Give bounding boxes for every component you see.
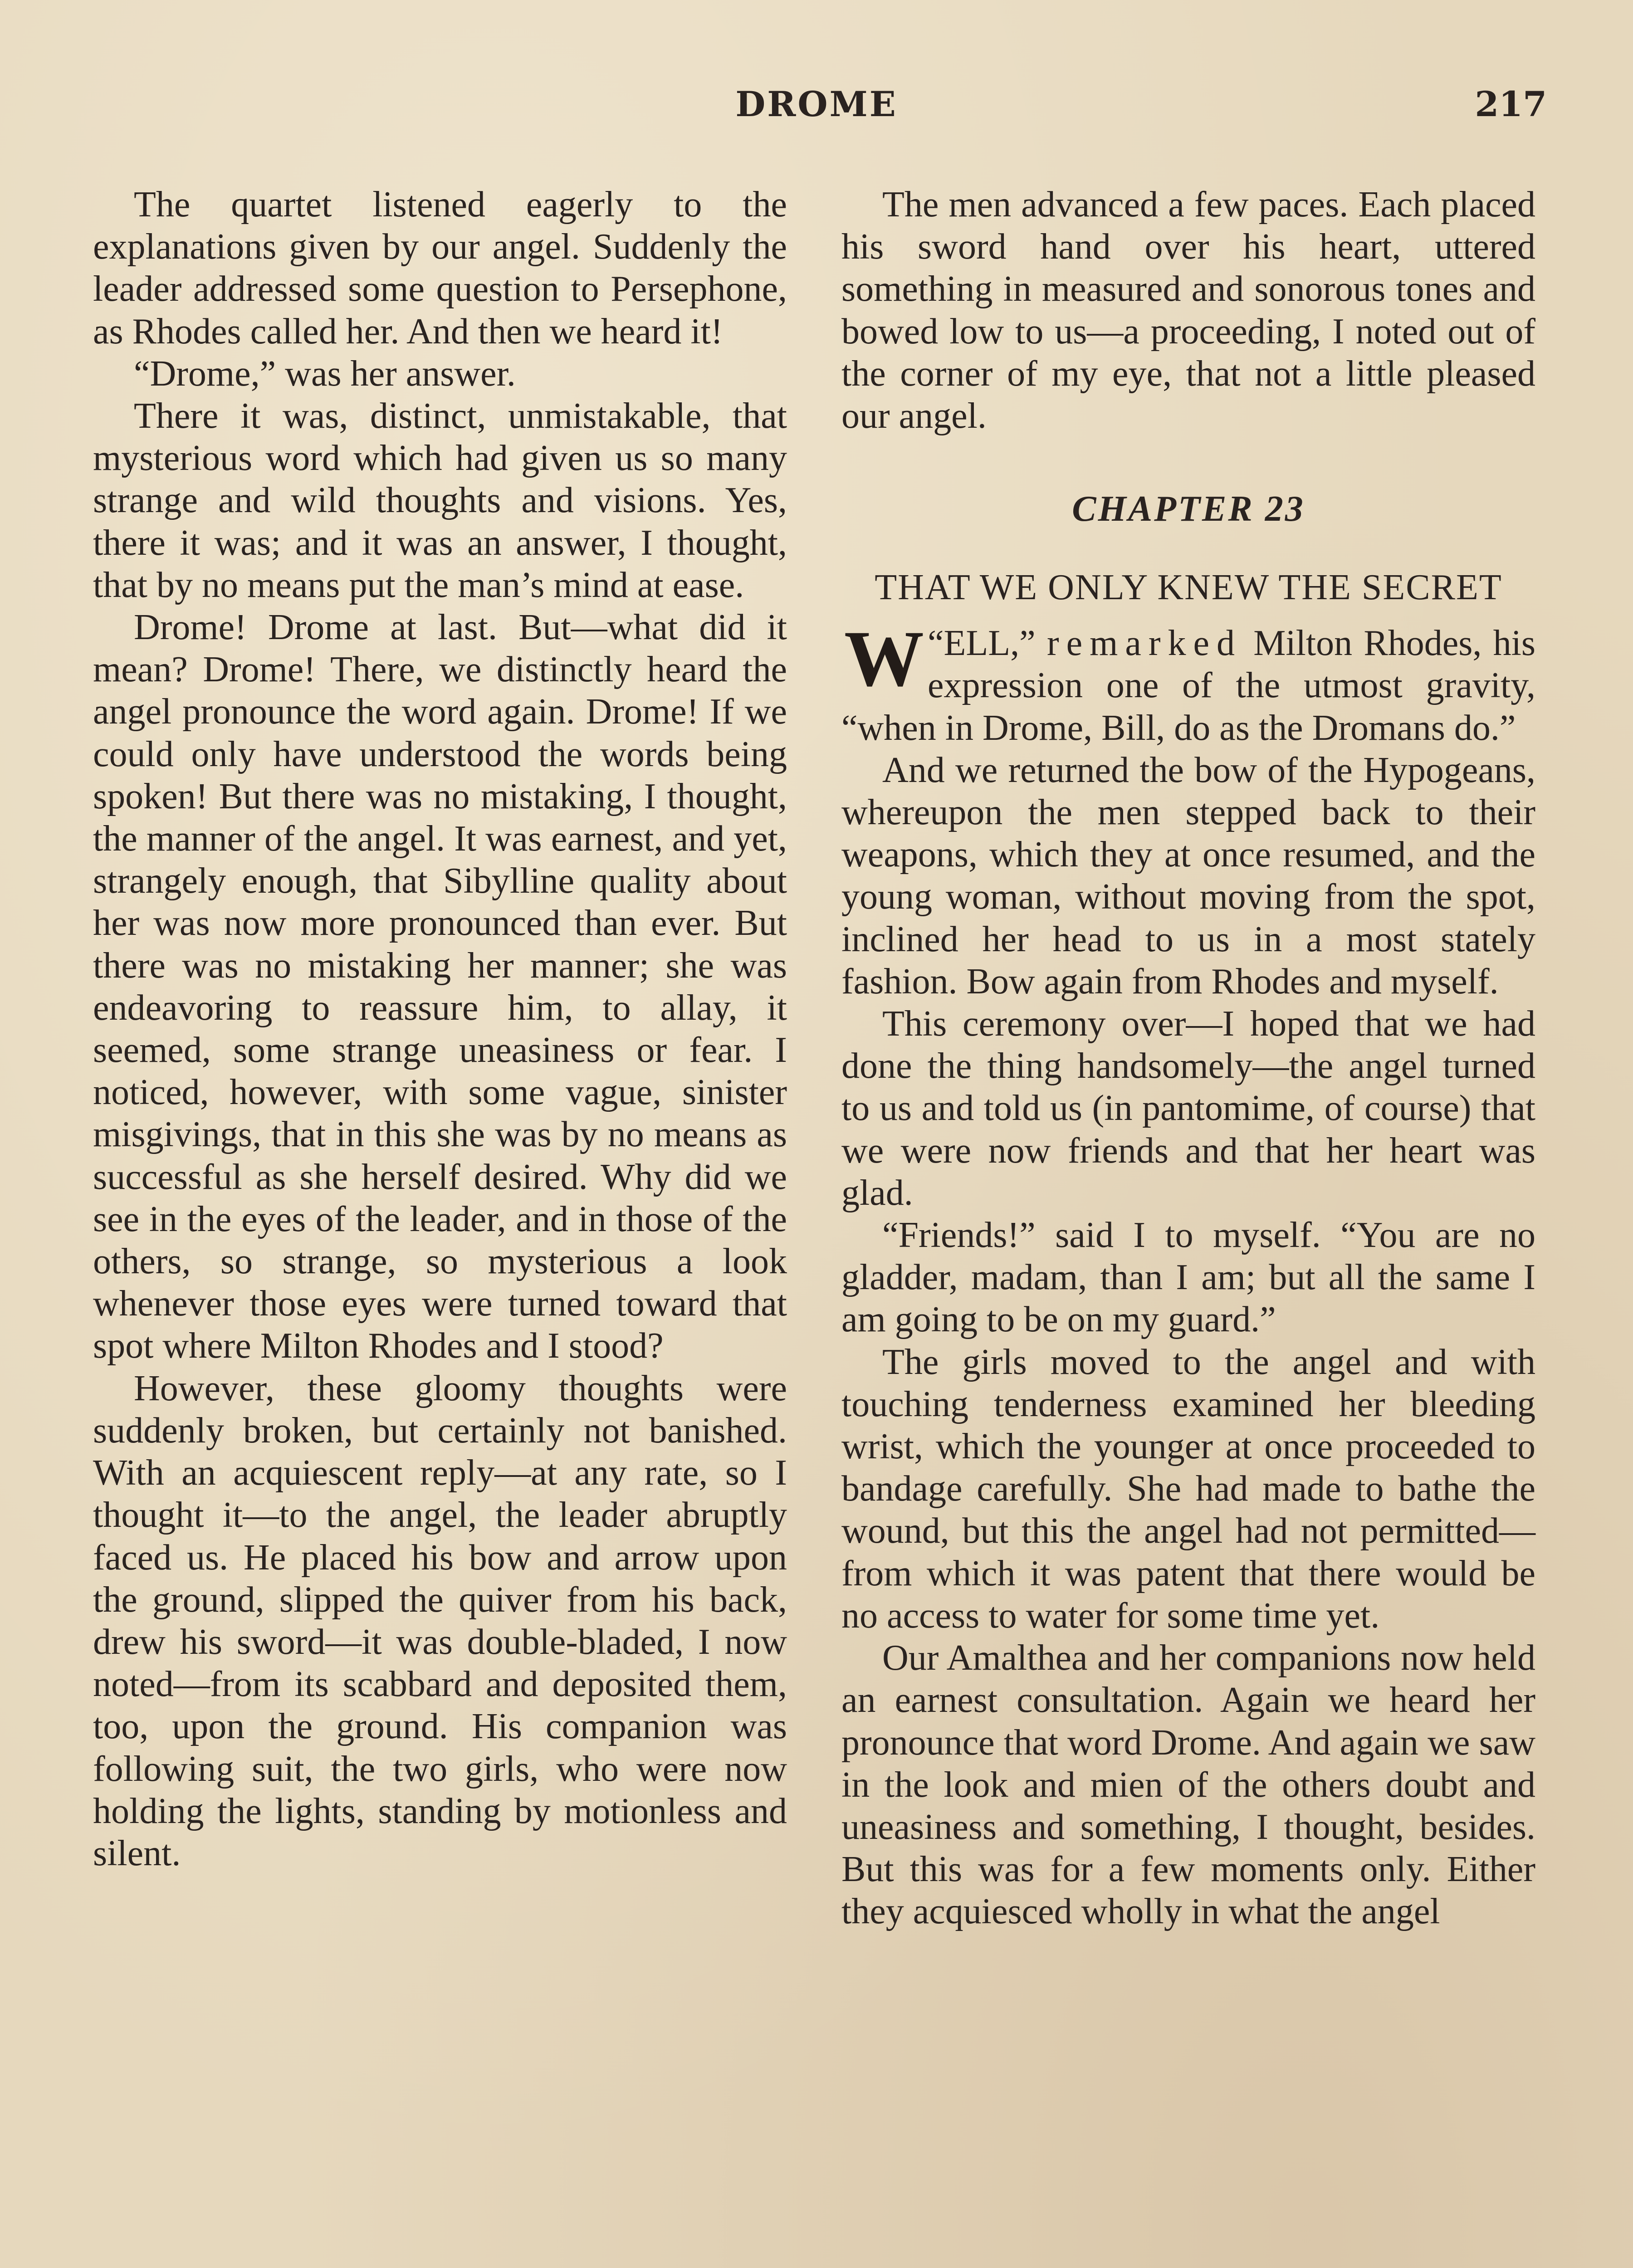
drop-cap: W — [844, 615, 924, 704]
chapter-label: CHAPTER 23 — [1072, 489, 1305, 529]
paragraph: Our Amalthea and her companions now held an earnest consultation. Again we heard her pronounce that word Drome. And again we saw in the look and mien of the others doubt and uneasiness and something, I thought, besides. But this was for a few moments only. Either they acquiesced wholly in what the angel — [841, 1638, 1535, 1932]
close-quote: ” — [1019, 623, 1036, 664]
paragraph: “Drome,” was her answer. — [134, 353, 516, 394]
paragraph: However, these gloomy thoughts were suddenly broken, but certainly not banished. With an acquiescent reply—at any rate, so I thought it—to the angel, the leader abruptly faced us. He placed his bow and arrow upon the ground, slipped the quiver from his back, drew his sword—it was double-bladed, I now noted—from its scabbard and deposited them, too, upon the ground. His companion was following suit, the two girls, who were now holding the lights, standing by motionless and silent. — [93, 1368, 787, 1873]
running-title: DROME — [735, 84, 898, 124]
paragraph: The quartet listened eagerly to the explanations given by our angel. Suddenly the leader addressed some question to Persephone, as Rhodes called her. And then we heard it! — [93, 185, 787, 352]
lead-text: Milton Rhodes, his expression one of the utmost gravity, “when in Drome, Bill, do as the Dromans do.” — [841, 623, 1536, 748]
chapter-title: THAT WE ONLY KNEW THE SECRET — [875, 567, 1502, 608]
paragraph: And we returned the bow of the Hypogeans, whereupon the men stepped back to their weapons, which they at once resumed, and the young woman, without moving from the spot, inclined her head to us in a most stately fashion. Bow again from Rhodes and myself. — [841, 750, 1535, 1002]
paragraph: This ceremony over—I hoped that we had done the thing handsomely—the angel turned to us and told us (in pantomime, of course) that we were now friends and that her heart was glad. — [841, 1004, 1535, 1213]
left-column — [93, 184, 787, 1875]
right-column — [841, 184, 1535, 1933]
paragraph: The girls moved to the angel and with touching tenderness examined her bleeding wrist, which the younger at once proceeded to bandage carefully. She had made to bathe the wound, but this the angel had not permitted—from which it was patent that there would be no access to water for some time yet. — [841, 1342, 1535, 1636]
paragraph: There it was, distinct, unmistakable, that mysterious word which had given us so many strange and wild thoughts and visions. Yes, there it was; and it was an answer, I thought, that by no means put the man’s mind at ease. — [93, 396, 787, 605]
page-header — [0, 84, 1633, 134]
paragraph: The men advanced a few paces. Each placed his sword hand over his heart, uttered something in measured and sonorous tones and bowed low to us—a proceeding, I noted out of the corner of my eye, that not a little pleased our angel. — [841, 185, 1535, 436]
open-quote: “ — [928, 623, 944, 664]
lead-spaced-word: remarked — [1046, 623, 1242, 664]
page-number: 217 — [1475, 84, 1547, 124]
paragraph: “Friends!” said I to myself. “You are no gladder, madam, than I am; but all the same I am going to be on my guard.” — [841, 1215, 1535, 1340]
paragraph: Drome! Drome at last. But—what did it mean? Drome! There, we distinctly heard the angel pronounce the word again. Drome! If we could only have understood the words being spoken! But there was no mistaking, I thought, the manner of the angel. It was earnest, and yet, strangely enough, that Sibylline quality about her was now more pronounced than ever. But there was no mistaking her manner; she was endeavoring to reassure him, to allay, it seemed, some strange uneasiness or fear. I noticed, however, with some vague, sinister misgivings, that in this she was by no means as successful as she herself desired. Why did we see in the eyes of the leader, and in those of the others, so strange, so mysterious a look whenever those eyes were turned toward that spot where Milton Rhodes and I stood? — [93, 607, 787, 1366]
chapter-lead-paragraph — [841, 615, 1536, 749]
lead-small-caps: ELL, — [944, 623, 1020, 664]
